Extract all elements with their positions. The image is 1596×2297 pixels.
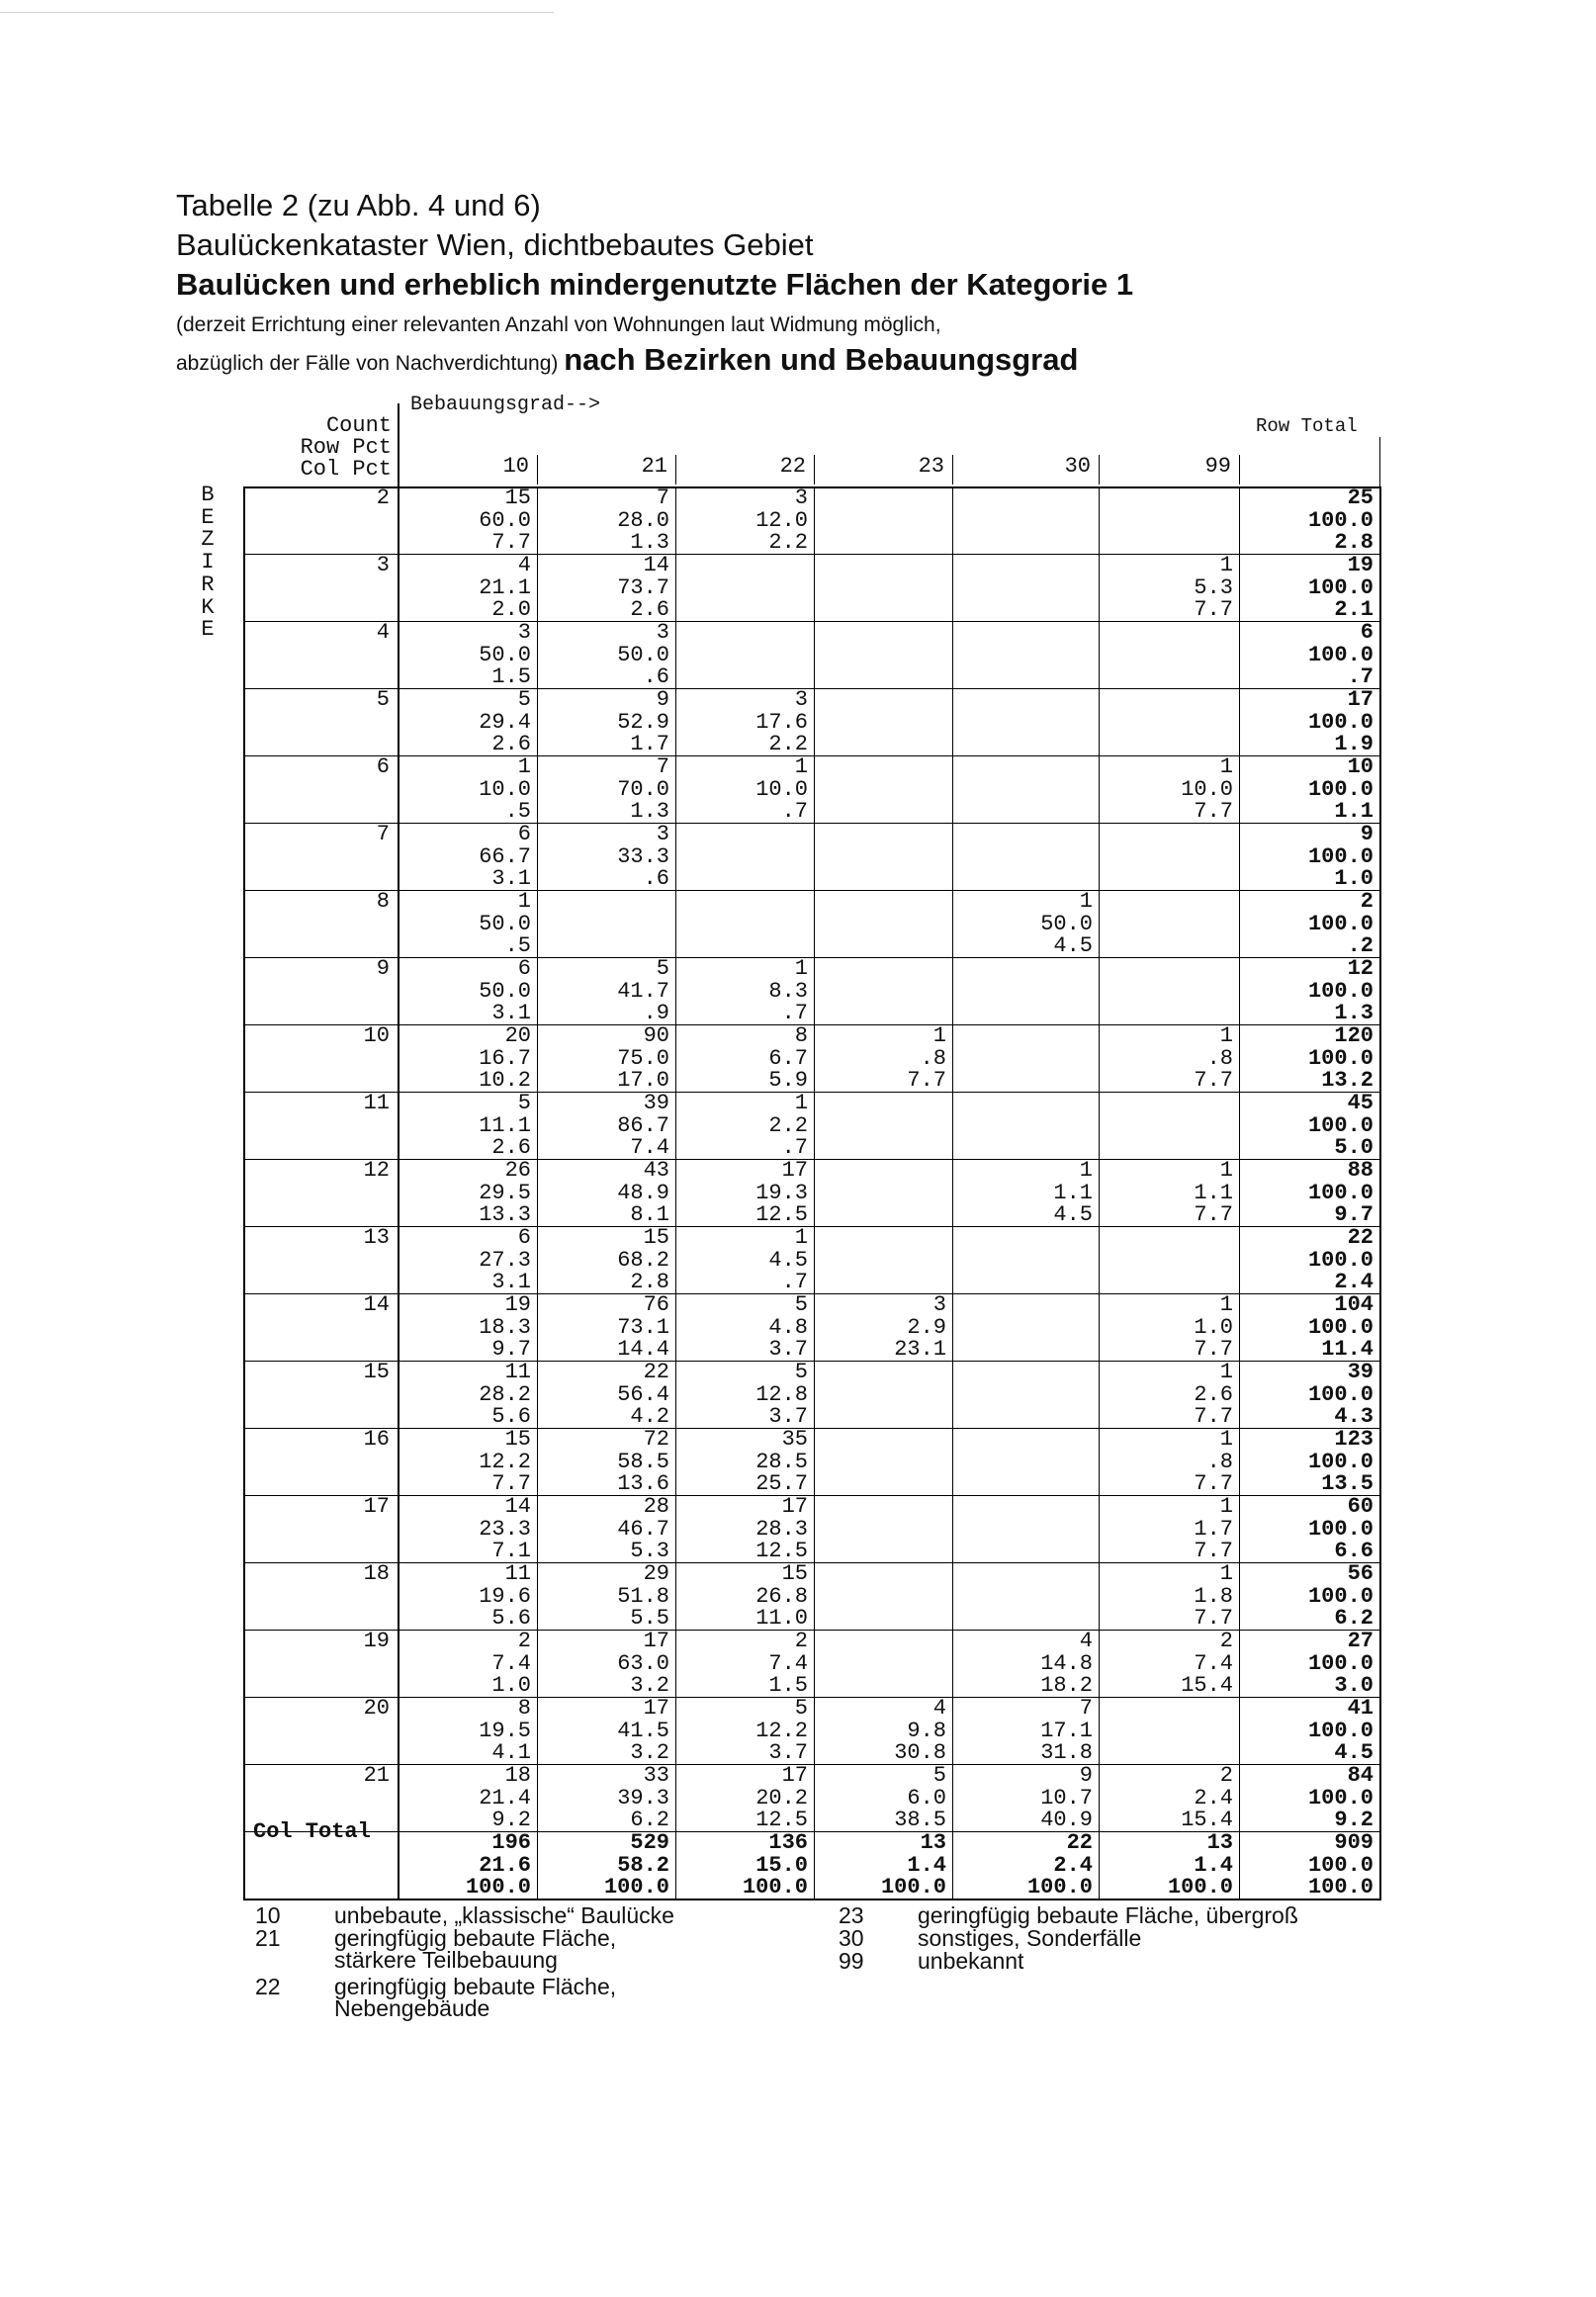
cell-bezirk-2-col-21: 7 28.0 1.3 [617, 486, 669, 556]
cell-bezirk-4-col-10: 3 50.0 1.5 [479, 620, 531, 690]
cell-bezirk-13-col-10: 6 27.3 3.1 [479, 1225, 531, 1295]
row-label-bezirk-8: 8 [376, 889, 390, 914]
row-label-bezirk-12: 12 [363, 1158, 390, 1183]
cell-bezirk-19-col-21: 17 63.0 3.2 [617, 1629, 669, 1699]
cell-bezirk-10-col-99: 1 .8 7.7 [1194, 1023, 1233, 1094]
cell-bezirk-14-col-22: 5 4.8 3.7 [768, 1292, 808, 1363]
cell-bezirk-13-col-21: 15 68.2 2.8 [617, 1225, 669, 1295]
caption-note-text: abzüglich der Fälle von Nachverdichtung) [176, 352, 559, 375]
cell-bezirk-20-col-21: 17 41.5 3.2 [617, 1696, 669, 1766]
cell-bezirk-6-col-99: 1 10.0 7.7 [1181, 754, 1233, 825]
cell-bezirk-13-col-22: 1 4.5 .7 [768, 1225, 808, 1295]
cell-bezirk-11-col-22: 1 2.2 .7 [768, 1091, 808, 1161]
row-total-bezirk-18: 56 100.0 6.2 [1307, 1561, 1374, 1632]
col-total-30: 22 2.4 100.0 [1026, 1830, 1093, 1900]
cell-bezirk-3-col-99: 1 5.3 7.7 [1194, 553, 1233, 623]
legend-text-23: geringfügig bebaute Fläche, übergroß [918, 1902, 1298, 1928]
cell-bezirk-18-col-21: 29 51.8 5.5 [617, 1561, 669, 1632]
row-variable-label: BEZIRKE [201, 483, 215, 643]
row-label-bezirk-6: 6 [376, 754, 390, 779]
cell-bezirk-17-col-22: 17 28.3 12.5 [755, 1494, 808, 1564]
column-header-tick [814, 455, 815, 485]
column-header-22: 22 [779, 454, 806, 479]
caption-emphasis: nach Bezirken und Bebauungsgrad [564, 342, 1079, 377]
row-label-bezirk-21: 21 [363, 1763, 390, 1788]
cell-bezirk-12-col-99: 1 1.1 7.7 [1194, 1158, 1233, 1228]
cell-bezirk-2-col-22: 3 12.0 2.2 [755, 486, 808, 556]
col-total-21: 529 58.2 100.0 [603, 1830, 669, 1900]
cell-bezirk-12-col-30: 1 1.1 4.5 [1053, 1158, 1093, 1228]
col-total-23: 13 1.4 100.0 [880, 1830, 946, 1900]
cell-bezirk-18-col-22: 15 26.8 11.0 [755, 1561, 808, 1632]
caption-note-line1: (derzeit Errichtung einer relevanten Anzahl von Wohnungen laut Widmung möglich, [176, 313, 941, 336]
row-total-bezirk-9: 12 100.0 1.3 [1307, 956, 1374, 1026]
cell-bezirk-21-col-23: 5 6.0 38.5 [894, 1763, 946, 1833]
cell-bezirk-12-col-22: 17 19.3 12.5 [755, 1158, 808, 1228]
cell-bezirk-11-col-10: 5 11.1 2.6 [479, 1091, 531, 1161]
cell-bezirk-14-col-10: 19 18.3 9.7 [479, 1292, 531, 1363]
grand-total: 909 100.0 100.0 [1307, 1830, 1374, 1900]
cell-bezirk-10-col-21: 90 75.0 17.0 [617, 1023, 669, 1094]
cell-bezirk-19-col-99: 2 7.4 15.4 [1181, 1629, 1233, 1699]
column-header-tick [675, 455, 676, 485]
column-header-tick [1239, 455, 1240, 485]
cell-bezirk-21-col-30: 9 10.7 40.9 [1040, 1763, 1093, 1833]
row-label-bezirk-20: 20 [363, 1696, 390, 1721]
cell-bezirk-20-col-30: 7 17.1 31.8 [1040, 1696, 1093, 1766]
cell-bezirk-19-col-10: 2 7.4 1.0 [491, 1629, 531, 1699]
legend-text-22: geringfügig bebaute Fläche, Nebengebäude [334, 1974, 617, 2021]
cell-bezirk-11-col-21: 39 86.7 7.4 [617, 1091, 669, 1161]
cell-bezirk-12-col-21: 43 48.9 8.1 [617, 1158, 669, 1228]
row-total-bezirk-4: 6 100.0 .7 [1307, 620, 1374, 690]
row-total-bezirk-10: 120 100.0 13.2 [1307, 1023, 1374, 1094]
legend-text-10: unbebaute, „klassische“ Baulücke [334, 1902, 674, 1928]
cell-bezirk-15-col-10: 11 28.2 5.6 [479, 1360, 531, 1430]
row-label-bezirk-19: 19 [363, 1629, 390, 1653]
column-header-21: 21 [641, 454, 667, 479]
cell-bezirk-6-col-10: 1 10.0 .5 [479, 754, 531, 825]
scan-top-edge-line [0, 12, 554, 13]
cell-bezirk-7-col-10: 6 66.7 3.1 [479, 822, 531, 892]
cell-bezirk-19-col-30: 4 14.8 18.2 [1040, 1629, 1093, 1699]
cell-bezirk-20-col-23: 4 9.8 30.8 [894, 1696, 946, 1766]
cell-bezirk-18-col-99: 1 1.8 7.7 [1194, 1561, 1233, 1632]
column-grid-line [675, 486, 676, 1899]
row-label-bezirk-7: 7 [376, 822, 390, 846]
cell-bezirk-6-col-22: 1 10.0 .7 [755, 754, 808, 825]
cell-bezirk-18-col-10: 11 19.6 5.6 [479, 1561, 531, 1632]
cell-bezirk-17-col-21: 28 46.7 5.3 [617, 1494, 669, 1564]
col-total-label: Col Total [253, 1819, 371, 1844]
cell-bezirk-16-col-22: 35 28.5 25.7 [755, 1427, 808, 1497]
row-total-bezirk-20: 41 100.0 4.5 [1307, 1696, 1374, 1766]
row-total-bezirk-21: 84 100.0 9.2 [1307, 1763, 1374, 1833]
stub-colpct-label: Col Pct [300, 457, 392, 482]
cell-bezirk-8-col-10: 1 50.0 .5 [479, 889, 531, 959]
column-grid-line [814, 486, 815, 1899]
col-total-99: 13 1.4 100.0 [1167, 1830, 1233, 1900]
cell-bezirk-21-col-10: 18 21.4 9.2 [479, 1763, 531, 1833]
legend-code-23: 23 [839, 1902, 864, 1928]
cell-bezirk-21-col-21: 33 39.3 6.2 [617, 1763, 669, 1833]
cell-bezirk-14-col-23: 3 2.9 23.1 [894, 1292, 946, 1363]
cell-bezirk-8-col-30: 1 50.0 4.5 [1040, 889, 1093, 959]
cell-bezirk-15-col-22: 5 12.8 3.7 [755, 1360, 808, 1430]
cell-bezirk-9-col-22: 1 8.3 .7 [768, 956, 808, 1026]
column-variable-label: Bebauungsgrad--> [410, 394, 601, 416]
cell-bezirk-20-col-10: 8 19.5 4.1 [479, 1696, 531, 1766]
cell-bezirk-9-col-10: 6 50.0 3.1 [479, 956, 531, 1026]
cell-bezirk-16-col-10: 15 12.2 7.7 [479, 1427, 531, 1497]
cell-bezirk-17-col-99: 1 1.7 7.7 [1194, 1494, 1233, 1564]
cell-bezirk-14-col-21: 76 73.1 14.4 [617, 1292, 669, 1363]
column-header-30: 30 [1064, 454, 1091, 479]
row-label-bezirk-3: 3 [376, 553, 390, 577]
row-total-bezirk-3: 19 100.0 2.1 [1307, 553, 1374, 623]
legend-code-21: 21 [255, 1925, 281, 1951]
stub-count-label: Count [325, 413, 392, 438]
row-total-bezirk-8: 2 100.0 .2 [1307, 889, 1374, 959]
row-total-bezirk-7: 9 100.0 1.0 [1307, 822, 1374, 892]
cell-bezirk-6-col-21: 7 70.0 1.3 [617, 754, 669, 825]
stub-divider-line [398, 403, 399, 1899]
row-label-bezirk-9: 9 [376, 956, 390, 981]
column-grid-line [1239, 486, 1240, 1899]
row-label-bezirk-18: 18 [363, 1561, 390, 1586]
cell-bezirk-14-col-99: 1 1.0 7.7 [1194, 1292, 1233, 1363]
legend-text-99: unbekannt [918, 1948, 1024, 1974]
cell-bezirk-16-col-21: 72 58.5 13.6 [617, 1427, 669, 1497]
column-grid-line [952, 486, 953, 1899]
row-total-bezirk-17: 60 100.0 6.6 [1307, 1494, 1374, 1564]
cell-bezirk-17-col-10: 14 23.3 7.1 [479, 1494, 531, 1564]
cell-bezirk-10-col-23: 1 .8 7.7 [907, 1023, 946, 1094]
cell-bezirk-19-col-22: 2 7.4 1.5 [768, 1629, 808, 1699]
column-header-23: 23 [918, 454, 944, 479]
row-label-bezirk-10: 10 [363, 1023, 390, 1048]
row-label-bezirk-14: 14 [363, 1292, 390, 1317]
caption-note-line2 [176, 340, 1412, 384]
row-total-bezirk-19: 27 100.0 3.0 [1307, 1629, 1374, 1699]
row-total-bezirk-12: 88 100.0 9.7 [1307, 1158, 1374, 1228]
row-label-bezirk-13: 13 [363, 1225, 390, 1250]
row-label-bezirk-5: 5 [376, 687, 390, 712]
cell-bezirk-4-col-21: 3 50.0 .6 [617, 620, 669, 690]
cell-bezirk-12-col-10: 26 29.5 13.3 [479, 1158, 531, 1228]
table-left-border [243, 486, 245, 1899]
legend-code-22: 22 [255, 1974, 281, 1999]
row-total-bezirk-16: 123 100.0 13.5 [1307, 1427, 1374, 1497]
col-total-22: 136 15.0 100.0 [742, 1830, 808, 1900]
stub-rowpct-label: Row Pct [300, 435, 392, 460]
row-total-bezirk-13: 22 100.0 2.4 [1307, 1225, 1374, 1295]
legend-text-21: geringfügig bebaute Fläche, stärkere Teilbebauung [334, 1925, 617, 1973]
row-total-bezirk-11: 45 100.0 5.0 [1307, 1091, 1374, 1161]
row-total-tick [1379, 437, 1380, 486]
caption-table-number: Tabelle 2 (zu Abb. 4 und 6) [176, 188, 541, 222]
cell-bezirk-5-col-22: 3 17.6 2.2 [755, 687, 808, 757]
column-header-tick [952, 455, 953, 485]
cell-bezirk-20-col-22: 5 12.2 3.7 [755, 1696, 808, 1766]
cell-bezirk-9-col-21: 5 41.7 .9 [617, 956, 669, 1026]
row-label-bezirk-16: 16 [363, 1427, 390, 1452]
legend-text-30: sonstiges, Sonderfälle [918, 1925, 1142, 1951]
cell-bezirk-21-col-22: 17 20.2 12.5 [755, 1763, 808, 1833]
row-total-bezirk-14: 104 100.0 11.4 [1307, 1292, 1374, 1363]
column-grid-line [1099, 486, 1100, 1899]
row-total-bezirk-5: 17 100.0 1.9 [1307, 687, 1374, 757]
legend-code-10: 10 [255, 1902, 281, 1928]
cell-bezirk-7-col-21: 3 33.3 .6 [617, 822, 669, 892]
column-header-10: 10 [502, 454, 529, 479]
row-total-bezirk-15: 39 100.0 4.3 [1307, 1360, 1374, 1430]
cell-bezirk-2-col-10: 15 60.0 7.7 [479, 486, 531, 556]
column-header-tick [537, 455, 538, 485]
cell-bezirk-3-col-10: 4 21.1 2.0 [479, 553, 531, 623]
row-label-bezirk-2: 2 [376, 486, 390, 510]
cell-bezirk-21-col-99: 2 2.4 15.4 [1181, 1763, 1233, 1833]
cell-bezirk-16-col-99: 1 .8 7.7 [1194, 1427, 1233, 1497]
column-header-tick [1099, 455, 1100, 485]
cell-bezirk-3-col-21: 14 73.7 2.6 [617, 553, 669, 623]
table-right-border [1379, 486, 1381, 1899]
cell-bezirk-5-col-10: 5 29.4 2.6 [479, 687, 531, 757]
caption-subtitle: Baulückenkataster Wien, dichtbebautes Gebiet [176, 227, 814, 262]
row-total-bezirk-6: 10 100.0 1.1 [1307, 754, 1374, 825]
row-label-bezirk-17: 17 [363, 1494, 390, 1519]
col-total-10: 196 21.6 100.0 [465, 1830, 531, 1900]
cell-bezirk-15-col-99: 1 2.6 7.7 [1194, 1360, 1233, 1430]
table-caption [176, 186, 1412, 384]
cell-bezirk-10-col-10: 20 16.7 10.2 [479, 1023, 531, 1094]
legend-code-30: 30 [839, 1925, 864, 1951]
legend-code-99: 99 [839, 1948, 864, 1974]
row-label-bezirk-4: 4 [376, 620, 390, 645]
cell-bezirk-15-col-21: 22 56.4 4.2 [617, 1360, 669, 1430]
row-label-bezirk-11: 11 [363, 1091, 390, 1115]
column-grid-line [537, 486, 538, 1899]
row-total-bezirk-2: 25 100.0 2.8 [1307, 486, 1374, 556]
row-total-label: Row Total [1256, 415, 1358, 437]
row-label-bezirk-15: 15 [363, 1360, 390, 1384]
cell-bezirk-10-col-22: 8 6.7 5.9 [768, 1023, 808, 1094]
caption-title: Baulücken und erheblich mindergenutzte Flächen der Kategorie 1 [176, 267, 1134, 302]
column-header-99: 99 [1204, 454, 1231, 479]
cell-bezirk-5-col-21: 9 52.9 1.7 [617, 687, 669, 757]
